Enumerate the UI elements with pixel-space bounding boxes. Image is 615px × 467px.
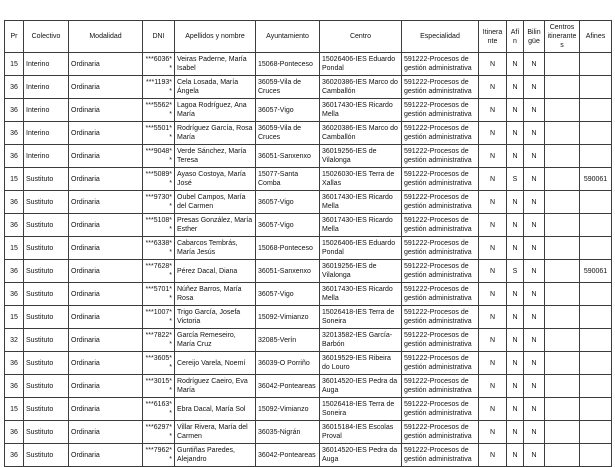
cell-modalidad: Ordinaria (69, 283, 143, 306)
table-row (5, 329, 612, 352)
cell-bilingue: N (524, 122, 545, 145)
cell-pr: 36 (5, 352, 24, 375)
cell-bilingue: N (524, 168, 545, 191)
cell-colectivo: Sustituto (24, 398, 69, 421)
cell-apellidos: Rodríguez García, Rosa María (175, 122, 256, 145)
cell-pr: 36 (5, 122, 24, 145)
cell-afin: N (507, 214, 524, 237)
cell-afines (580, 375, 612, 398)
cell-itinerante: N (479, 191, 507, 214)
cell-centros_itinerantes (545, 237, 580, 260)
cell-colectivo: Sustituto (24, 444, 69, 467)
table-row (5, 444, 612, 467)
cell-apellidos: Núñez Barros, María Rosa (175, 283, 256, 306)
cell-ayuntamiento: 15092-Vimianzo (256, 398, 320, 421)
cell-colectivo: Sustituto (24, 214, 69, 237)
cell-itinerante: N (479, 352, 507, 375)
cell-afines (580, 214, 612, 237)
cell-ayuntamiento: 36035-Nigrán (256, 421, 320, 444)
cell-modalidad: Ordinaria (69, 444, 143, 467)
cell-centros_itinerantes (545, 260, 580, 283)
cell-itinerante: N (479, 214, 507, 237)
cell-dni: ***5089** (143, 168, 175, 191)
column-header-dni: DNI (143, 21, 175, 53)
cell-colectivo: Sustituto (24, 329, 69, 352)
cell-centro: 36017430-IES Ricardo Mella (320, 191, 402, 214)
table-row (5, 352, 612, 375)
cell-itinerante: N (479, 444, 507, 467)
column-header-especialidad: Especialidad (402, 21, 479, 53)
cell-dni: ***5701** (143, 283, 175, 306)
cell-centro: 36015184-IES Escolas Proval (320, 421, 402, 444)
cell-pr: 15 (5, 306, 24, 329)
cell-centros_itinerantes (545, 352, 580, 375)
cell-pr: 36 (5, 444, 24, 467)
cell-dni: ***6338** (143, 237, 175, 260)
cell-itinerante: N (479, 99, 507, 122)
column-header-itinerante: Itinerante (479, 21, 507, 53)
cell-centro: 36019256-IES de Vilalonga (320, 145, 402, 168)
cell-apellidos: Presas González, María Esther (175, 214, 256, 237)
cell-centro: 36014520-IES Pedra da Auga (320, 375, 402, 398)
cell-afin: N (507, 191, 524, 214)
cell-centros_itinerantes (545, 122, 580, 145)
cell-bilingue: N (524, 145, 545, 168)
cell-colectivo: Sustituto (24, 352, 69, 375)
cell-dni: ***6163** (143, 398, 175, 421)
cell-afin: S (507, 260, 524, 283)
cell-especialidad: 591222-Procesos de gestión administrativa (402, 53, 479, 76)
cell-dni: ***9730** (143, 191, 175, 214)
cell-pr: 15 (5, 53, 24, 76)
table-row (5, 214, 612, 237)
cell-ayuntamiento: 36057-Vigo (256, 283, 320, 306)
cell-apellidos: Lagoa Rodríguez, Ana María (175, 99, 256, 122)
cell-bilingue: N (524, 214, 545, 237)
cell-centros_itinerantes (545, 191, 580, 214)
cell-centros_itinerantes (545, 306, 580, 329)
cell-colectivo: Interino (24, 122, 69, 145)
cell-ayuntamiento: 36057-Vigo (256, 99, 320, 122)
table-header (5, 21, 612, 53)
table-row (5, 306, 612, 329)
cell-centros_itinerantes (545, 145, 580, 168)
cell-especialidad: 591222-Procesos de gestión administrativa (402, 283, 479, 306)
cell-itinerante: N (479, 122, 507, 145)
cell-afines (580, 237, 612, 260)
cell-especialidad: 591222-Procesos de gestión administrativa (402, 375, 479, 398)
cell-afin: N (507, 306, 524, 329)
cell-itinerante: N (479, 398, 507, 421)
cell-modalidad: Ordinaria (69, 329, 143, 352)
cell-dni: ***7822** (143, 329, 175, 352)
cell-centros_itinerantes (545, 329, 580, 352)
cell-bilingue: N (524, 375, 545, 398)
cell-afin: N (507, 283, 524, 306)
cell-dni: ***1007** (143, 306, 175, 329)
cell-ayuntamiento: 36051-Sanxenxo (256, 145, 320, 168)
cell-bilingue: N (524, 99, 545, 122)
cell-afin: N (507, 53, 524, 76)
cell-pr: 36 (5, 145, 24, 168)
cell-itinerante: N (479, 421, 507, 444)
cell-dni: ***6036** (143, 53, 175, 76)
cell-apellidos: Cereijo Varela, Noemí (175, 352, 256, 375)
cell-bilingue: N (524, 191, 545, 214)
cell-ayuntamiento: 36059-Vila de Cruces (256, 76, 320, 99)
cell-centro: 36020386-IES Marco do Camballón (320, 122, 402, 145)
cell-colectivo: Sustituto (24, 306, 69, 329)
cell-centros_itinerantes (545, 168, 580, 191)
cell-afin: N (507, 76, 524, 99)
table-row (5, 122, 612, 145)
cell-afines (580, 99, 612, 122)
cell-afin: N (507, 352, 524, 375)
cell-modalidad: Ordinaria (69, 306, 143, 329)
table-row (5, 375, 612, 398)
cell-centros_itinerantes (545, 76, 580, 99)
cell-especialidad: 591222-Procesos de gestión administrativa (402, 329, 479, 352)
cell-colectivo: Interino (24, 53, 69, 76)
cell-bilingue: N (524, 421, 545, 444)
cell-afin: N (507, 145, 524, 168)
cell-modalidad: Ordinaria (69, 168, 143, 191)
cell-pr: 15 (5, 168, 24, 191)
cell-centros_itinerantes (545, 214, 580, 237)
cell-afin: N (507, 99, 524, 122)
cell-ayuntamiento: 36059-Vila de Cruces (256, 122, 320, 145)
cell-bilingue: N (524, 53, 545, 76)
cell-apellidos: Verde Sánchez, María Teresa (175, 145, 256, 168)
cell-afines (580, 444, 612, 467)
table-row (5, 76, 612, 99)
cell-itinerante: N (479, 168, 507, 191)
cell-afin: N (507, 444, 524, 467)
cell-centro: 15026418-IES Terra de Soneira (320, 306, 402, 329)
cell-apellidos: Pérez Dacal, Diana (175, 260, 256, 283)
cell-bilingue: N (524, 444, 545, 467)
column-header-afines: Afines (580, 21, 612, 53)
column-header-modalidad: Modalidad (69, 21, 143, 53)
cell-pr: 36 (5, 214, 24, 237)
cell-apellidos: Cela Losada, María Ángela (175, 76, 256, 99)
cell-itinerante: N (479, 329, 507, 352)
cell-afin: N (507, 375, 524, 398)
cell-modalidad: Ordinaria (69, 53, 143, 76)
cell-especialidad: 591222-Procesos de gestión administrativa (402, 214, 479, 237)
cell-centro: 36017430-IES Ricardo Mella (320, 283, 402, 306)
cell-apellidos: Ayaso Costoya, María José (175, 168, 256, 191)
cell-itinerante: N (479, 53, 507, 76)
cell-centro: 36017430-IES Ricardo Mella (320, 99, 402, 122)
cell-itinerante: N (479, 260, 507, 283)
cell-afin: S (507, 168, 524, 191)
cell-apellidos: Guntiñas Paredes, Alejandro (175, 444, 256, 467)
cell-ayuntamiento: 36057-Vigo (256, 214, 320, 237)
cell-dni: ***5501** (143, 122, 175, 145)
cell-modalidad: Ordinaria (69, 214, 143, 237)
cell-bilingue: N (524, 260, 545, 283)
column-header-centros_itinerantes: Centros itinerantes (545, 21, 580, 53)
cell-ayuntamiento: 36051-Sanxenxo (256, 260, 320, 283)
column-header-colectivo: Colectivo (24, 21, 69, 53)
cell-afines (580, 283, 612, 306)
cell-modalidad: Ordinaria (69, 122, 143, 145)
cell-afines (580, 145, 612, 168)
cell-afines (580, 122, 612, 145)
cell-afines (580, 53, 612, 76)
cell-afines (580, 191, 612, 214)
cell-modalidad: Ordinaria (69, 145, 143, 168)
cell-colectivo: Sustituto (24, 375, 69, 398)
cell-apellidos: Oubel Campos, María del Carmen (175, 191, 256, 214)
cell-especialidad: 591222-Procesos de gestión administrativa (402, 421, 479, 444)
cell-ayuntamiento: 15068-Ponteceso (256, 237, 320, 260)
cell-modalidad: Ordinaria (69, 375, 143, 398)
cell-ayuntamiento: 36042-Ponteareas (256, 444, 320, 467)
cell-centro: 32013582-IES García-Barbón (320, 329, 402, 352)
cell-centros_itinerantes (545, 444, 580, 467)
cell-itinerante: N (479, 145, 507, 168)
cell-afines (580, 306, 612, 329)
cell-pr: 36 (5, 375, 24, 398)
cell-especialidad: 591222-Procesos de gestión administrativa (402, 352, 479, 375)
cell-colectivo: Sustituto (24, 421, 69, 444)
cell-especialidad: 591222-Procesos de gestión administrativa (402, 168, 479, 191)
cell-afin: N (507, 122, 524, 145)
header-row (5, 21, 612, 53)
cell-especialidad: 591222-Procesos de gestión administrativa (402, 237, 479, 260)
cell-especialidad: 591222-Procesos de gestión administrativa (402, 145, 479, 168)
cell-apellidos: Rodríguez Caeiro, Eva María (175, 375, 256, 398)
cell-pr: 15 (5, 237, 24, 260)
cell-ayuntamiento: 15068-Ponteceso (256, 53, 320, 76)
cell-centro: 15026030-IES Terra de Xallas (320, 168, 402, 191)
cell-ayuntamiento: 36042-Ponteareas (256, 375, 320, 398)
cell-pr: 36 (5, 191, 24, 214)
cell-bilingue: N (524, 329, 545, 352)
column-header-pr: Pr (5, 21, 24, 53)
cell-centro: 36014520-IES Pedra da Auga (320, 444, 402, 467)
cell-pr: 32 (5, 329, 24, 352)
table-row (5, 168, 612, 191)
cell-apellidos: Cabarcos Tembrás, María Jesús (175, 237, 256, 260)
column-header-centro: Centro (320, 21, 402, 53)
cell-bilingue: N (524, 306, 545, 329)
table-row (5, 283, 612, 306)
cell-centro: 36017430-IES Ricardo Mella (320, 214, 402, 237)
cell-especialidad: 591222-Procesos de gestión administrativa (402, 444, 479, 467)
cell-centro: 15026406-IES Eduardo Pondal (320, 53, 402, 76)
cell-centro: 36020386-IES Marco do Camballón (320, 76, 402, 99)
cell-centro: 36019256-IES de Vilalonga (320, 260, 402, 283)
cell-bilingue: N (524, 76, 545, 99)
table-row (5, 145, 612, 168)
cell-dni: ***3015** (143, 375, 175, 398)
cell-dni: ***7628** (143, 260, 175, 283)
cell-afin: N (507, 398, 524, 421)
cell-afines (580, 76, 612, 99)
cell-dni: ***6297** (143, 421, 175, 444)
table-row (5, 421, 612, 444)
cell-especialidad: 591222-Procesos de gestión administrativa (402, 122, 479, 145)
cell-afines (580, 329, 612, 352)
cell-colectivo: Sustituto (24, 260, 69, 283)
cell-modalidad: Ordinaria (69, 76, 143, 99)
cell-ayuntamiento: 36057-Vigo (256, 191, 320, 214)
cell-itinerante: N (479, 283, 507, 306)
table-row (5, 260, 612, 283)
cell-dni: ***7962** (143, 444, 175, 467)
cell-afines: 590061 (580, 260, 612, 283)
cell-especialidad: 591222-Procesos de gestión administrativa (402, 306, 479, 329)
cell-afines (580, 421, 612, 444)
cell-pr: 36 (5, 99, 24, 122)
cell-modalidad: Ordinaria (69, 421, 143, 444)
assignments-table (4, 20, 612, 467)
table-row (5, 53, 612, 76)
cell-apellidos: Trigo García, Josefa Victoria (175, 306, 256, 329)
cell-centro: 15026406-IES Eduardo Pondal (320, 237, 402, 260)
cell-modalidad: Ordinaria (69, 191, 143, 214)
cell-especialidad: 591222-Procesos de gestión administrativa (402, 76, 479, 99)
cell-especialidad: 591222-Procesos de gestión administrativa (402, 398, 479, 421)
cell-centros_itinerantes (545, 283, 580, 306)
table-row (5, 191, 612, 214)
column-header-apellidos: Apellidos y nombre (175, 21, 256, 53)
table-row (5, 237, 612, 260)
cell-colectivo: Interino (24, 145, 69, 168)
cell-colectivo: Sustituto (24, 191, 69, 214)
cell-itinerante: N (479, 237, 507, 260)
cell-pr: 36 (5, 283, 24, 306)
cell-apellidos: Veiras Paderne, María Isabel (175, 53, 256, 76)
cell-pr: 15 (5, 398, 24, 421)
cell-especialidad: 591222-Procesos de gestión administrativa (402, 99, 479, 122)
cell-modalidad: Ordinaria (69, 352, 143, 375)
cell-afin: N (507, 329, 524, 352)
cell-colectivo: Sustituto (24, 237, 69, 260)
cell-itinerante: N (479, 375, 507, 398)
cell-afin: N (507, 237, 524, 260)
cell-colectivo: Interino (24, 99, 69, 122)
cell-itinerante: N (479, 76, 507, 99)
cell-ayuntamiento: 36039-O Porriño (256, 352, 320, 375)
cell-colectivo: Interino (24, 76, 69, 99)
cell-especialidad: 591222-Procesos de gestión administrativa (402, 191, 479, 214)
cell-itinerante: N (479, 306, 507, 329)
cell-ayuntamiento: 15077-Santa Comba (256, 168, 320, 191)
cell-modalidad: Ordinaria (69, 237, 143, 260)
cell-bilingue: N (524, 283, 545, 306)
cell-dni: ***1193** (143, 76, 175, 99)
cell-colectivo: Sustituto (24, 168, 69, 191)
cell-dni: ***9048** (143, 145, 175, 168)
cell-centros_itinerantes (545, 99, 580, 122)
column-header-bilingue: Bilingüe (524, 21, 545, 53)
cell-modalidad: Ordinaria (69, 99, 143, 122)
cell-bilingue: N (524, 398, 545, 421)
cell-pr: 36 (5, 76, 24, 99)
cell-pr: 36 (5, 421, 24, 444)
column-header-afin: Afín (507, 21, 524, 53)
cell-dni: ***5108** (143, 214, 175, 237)
cell-centros_itinerantes (545, 375, 580, 398)
cell-apellidos: García Remeseiro, María Cruz (175, 329, 256, 352)
column-header-ayuntamiento: Ayuntamiento (256, 21, 320, 53)
cell-ayuntamiento: 32085-Verín (256, 329, 320, 352)
cell-ayuntamiento: 15092-Vimianzo (256, 306, 320, 329)
cell-bilingue: N (524, 352, 545, 375)
table-body (5, 53, 612, 467)
cell-afines (580, 352, 612, 375)
cell-modalidad: Ordinaria (69, 398, 143, 421)
cell-apellidos: Villar Rivera, María del Carmen (175, 421, 256, 444)
cell-centros_itinerantes (545, 53, 580, 76)
cell-afin: N (507, 421, 524, 444)
cell-apellidos: Ebra Dacal, María Sol (175, 398, 256, 421)
cell-especialidad: 591222-Procesos de gestión administrativa (402, 260, 479, 283)
cell-colectivo: Sustituto (24, 283, 69, 306)
table-row (5, 99, 612, 122)
cell-afines: 590061 (580, 168, 612, 191)
cell-centros_itinerantes (545, 421, 580, 444)
cell-centro: 36019529-IES Ribeira do Louro (320, 352, 402, 375)
cell-dni: ***5562** (143, 99, 175, 122)
cell-dni: ***3605** (143, 352, 175, 375)
cell-centro: 15026418-IES Terra de Soneira (320, 398, 402, 421)
cell-modalidad: Ordinaria (69, 260, 143, 283)
cell-pr: 36 (5, 260, 24, 283)
cell-bilingue: N (524, 237, 545, 260)
